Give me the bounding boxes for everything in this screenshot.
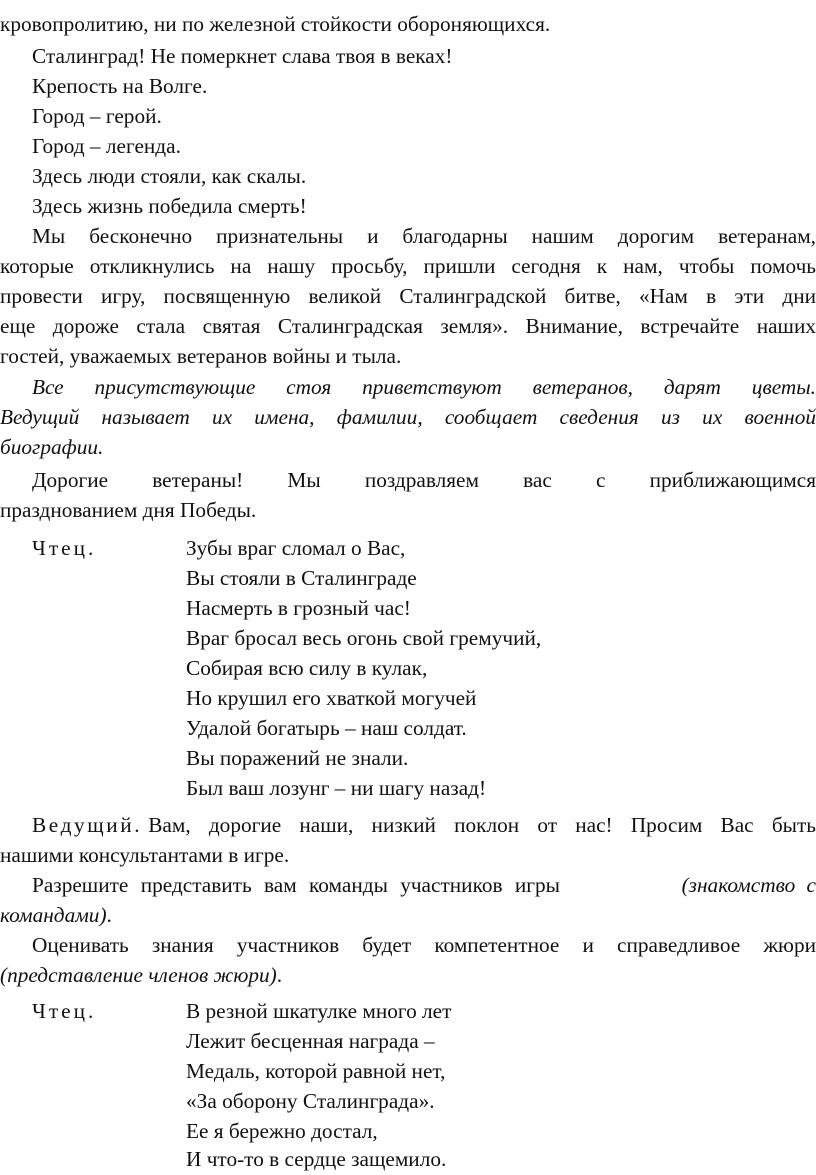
verse-line: Вы поражений не знали. xyxy=(186,746,409,770)
text-line: Здесь жизнь победила смерть! xyxy=(32,194,307,218)
paragraph-line: Дорогие ветераны! Мы поздравляем вас с приближающимся xyxy=(32,468,816,492)
teams-italic: командами) xyxy=(0,903,107,927)
paragraph-line: которые откликнулись на нашу просьбу, пришли сегодня к нам, чтобы помочь xyxy=(0,254,816,278)
verse-line: Насмерть в грозный час! xyxy=(186,596,411,620)
paragraph-line: провести игру, посвященную великой Сталинградской битве, «Нам в эти дни xyxy=(0,284,816,308)
verse-line: И что-то в сердце защемило. xyxy=(186,1147,447,1171)
teams-line xyxy=(0,872,816,899)
text-line: Крепость на Волге. xyxy=(32,74,208,98)
teams-italic: (знакомство с xyxy=(681,873,816,897)
teams-text: Разрешите представить вам команды участников игры xyxy=(32,873,560,897)
paragraph-line: Мы бесконечно признательны и благодарны нашим дорогим ветеранам, xyxy=(32,224,816,248)
text-line: Город – легенда. xyxy=(32,134,181,158)
verse-line: Удалой богатырь – наш солдат. xyxy=(186,716,467,740)
host-text: Вам, дорогие наши, низкий поклон от нас! Просим Вас быть xyxy=(148,813,816,837)
verse-line: В резной шкатулке много лет xyxy=(186,999,452,1023)
speaker-label: Чтец. xyxy=(32,999,97,1023)
text-line: Здесь люди стояли, как скалы. xyxy=(32,164,307,188)
text-line: Сталинград! Не померкнет слава твоя в веках! xyxy=(32,44,453,68)
stage-direction-line: Ведущий называет их имена, фамилии, сообщает сведения из их военной xyxy=(0,405,816,429)
teams-line2 xyxy=(0,902,816,929)
speaker-label: Чтец. xyxy=(32,536,97,560)
verse-line: Враг бросал весь огонь свой гремучий, xyxy=(186,626,542,650)
verse-line: Был ваш лозунг – ни шагу назад! xyxy=(186,776,487,800)
punctuation: . xyxy=(106,903,112,927)
punctuation: . xyxy=(276,963,283,987)
stage-direction-line: Все присутствующие стоя приветствуют ветеранов, дарят цветы. xyxy=(32,375,816,399)
paragraph-line: Оценивать знания участников будет компетентное и справедливое жюри xyxy=(32,933,816,957)
verse-line: Собирая всю силу в кулак, xyxy=(186,656,428,680)
verse-line: Лежит бесценная награда – xyxy=(186,1029,435,1053)
speaker-label: Ведущий. xyxy=(32,813,143,837)
verse-line: Медаль, которой равной нет, xyxy=(186,1059,446,1083)
verse-line: Но крушил его хваткой могучей xyxy=(186,686,477,710)
verse-line: Ее я бережно достал, xyxy=(186,1119,378,1143)
stage-direction-line: биографии. xyxy=(0,435,104,459)
paragraph-line: гостей, уважаемых ветеранов войны и тыла. xyxy=(0,344,402,368)
paragraph-line: нашими консультантами в игре. xyxy=(0,843,290,867)
host-line xyxy=(0,812,816,839)
jury-italic: (представление членов жюри) xyxy=(0,963,277,987)
text-line: кровопролитию, ни по железной стойкости обороняющихся. xyxy=(0,12,551,36)
verse-line: «За оборону Сталинграда». xyxy=(186,1089,435,1113)
verse-line: Зубы враг сломал о Вас, xyxy=(186,536,406,560)
paragraph-line: празднованием дня Победы. xyxy=(0,498,257,522)
paragraph-line: еще дороже стала святая Сталинградская земля». Внимание, встречайте наших xyxy=(0,314,816,338)
jury-line2 xyxy=(0,962,816,989)
text-line: Город – герой. xyxy=(32,104,162,128)
verse-line: Вы стояли в Сталинграде xyxy=(186,566,417,590)
